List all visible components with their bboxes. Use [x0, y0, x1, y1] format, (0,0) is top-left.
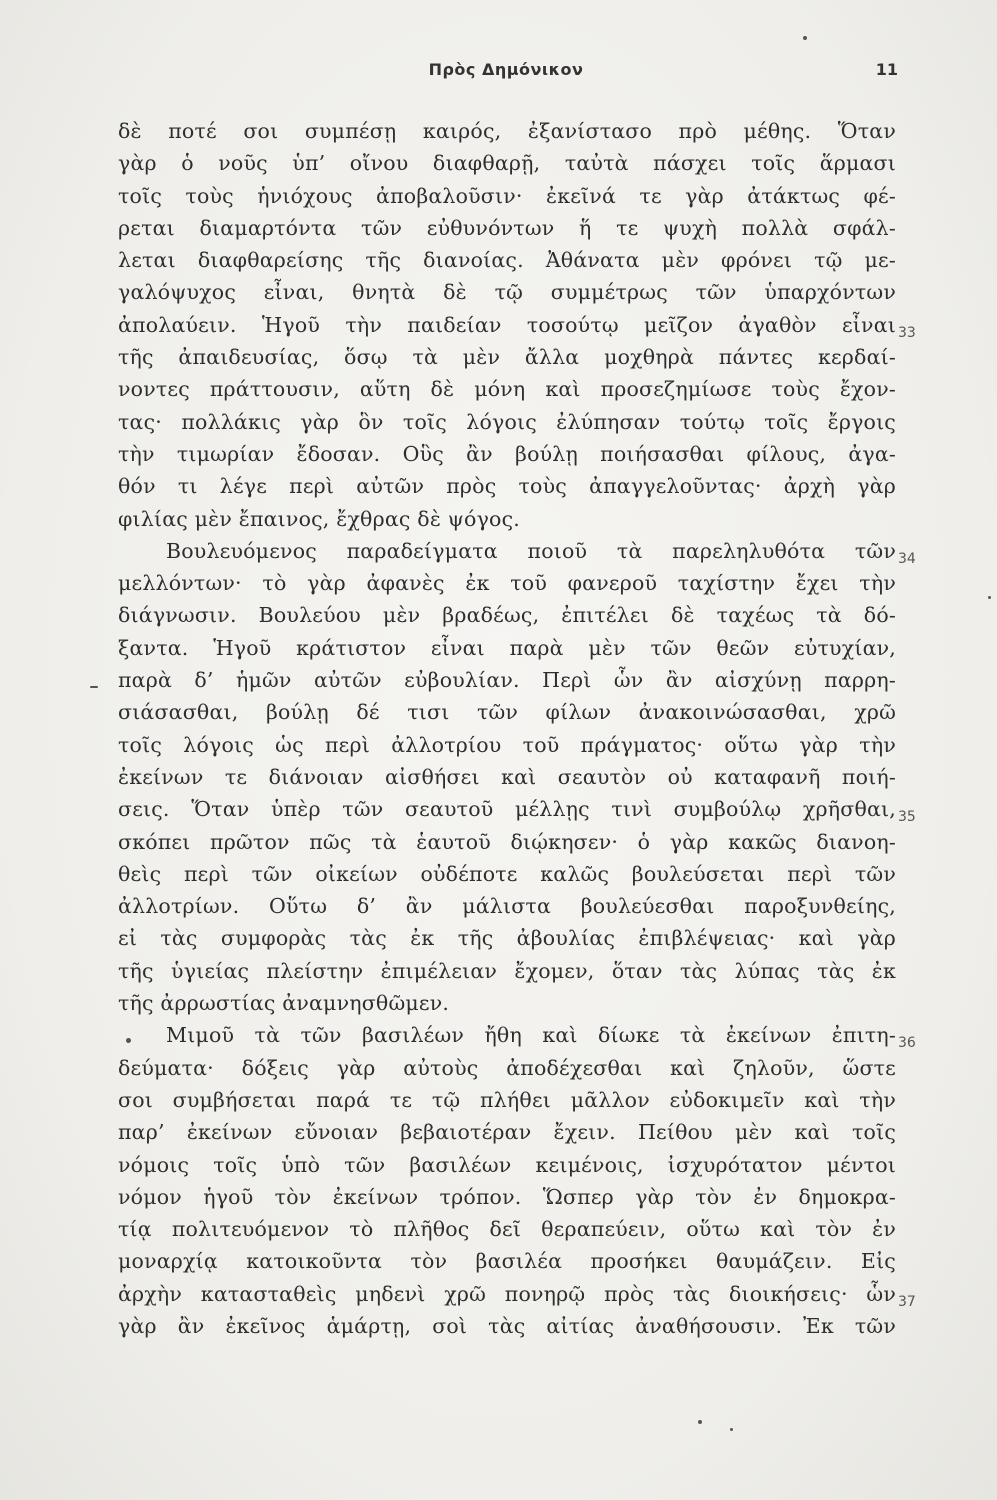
text-line: ἀρχὴν κατασταθεὶς μηδενὶ χρῶ πονηρῷ πρὸς τὰς διοικήσεις· ὧν	[118, 1281, 896, 1306]
text-line: παρὰ δ’ ἡμῶν αὐτῶν εὐβουλίαν. Περὶ ὧν ἂν αἰσχύνῃ παρρη-	[118, 668, 896, 693]
text-line: σιάσασθαι, βούλῃ δέ τισι τῶν φίλων ἀνακοινώσασθαι, χρῶ	[118, 700, 896, 725]
running-head	[120, 60, 898, 88]
text-line: Μιμοῦ τὰ τῶν βασιλέων ἤθη καὶ δίωκε τὰ ἐκείνων ἐπιτη-	[166, 1023, 896, 1048]
text-line: τοῖς λόγοις ὡς περὶ ἀλλοτρίου τοῦ πράγματος· οὕτω γὰρ τὴν	[118, 732, 896, 757]
text-line: σκόπει πρῶτον πῶς τὰ ἑαυτοῦ διῴκησεν· ὁ γὰρ κακῶς διανοη-	[118, 829, 896, 854]
body-text	[118, 115, 896, 1342]
text-line: μελλόντων· τὸ γὰρ ἀφανὲς ἐκ τοῦ φανεροῦ ταχίστην ἔχει τὴν	[118, 571, 896, 596]
text-line: θεὶς περὶ τῶν οἰκείων οὐδέποτε καλῶς βουλεύσεται περὶ τῶν	[118, 861, 896, 886]
margin-section-number: 33	[898, 325, 916, 341]
text-line: σοι συμβήσεται παρά τε τῷ πλήθει μᾶλλον εὐδοκιμεῖν καὶ τὴν	[118, 1087, 896, 1112]
page-number: 11	[875, 60, 898, 79]
margin-section-number: 36	[898, 1035, 916, 1051]
text-line: μοναρχίᾳ κατοικοῦντα τὸν βασιλέα προσήκει θαυμάζειν. Εἰς	[118, 1249, 896, 1274]
text-line: ρεται διαμαρτόντα τῶν εὐθυνόντων ἥ τε ψυχὴ πολλὰ σφάλ-	[118, 215, 896, 240]
margin-section-number: 34	[898, 551, 916, 567]
text-line: τὴν τιμωρίαν ἔδοσαν. Οὓς ἂν βούλῃ ποιήσασθαι φίλους, ἀγα-	[118, 441, 896, 466]
margin-section-number: 37	[898, 1294, 916, 1310]
text-line: δεύματα· δόξεις γὰρ αὐτοὺς ἀποδέχεσθαι καὶ ζηλοῦν, ὥστε	[118, 1055, 896, 1080]
text-line: ἀλλοτρίων. Οὕτω δ’ ἂν μάλιστα βουλεύεσθαι παροξυνθείης,	[118, 894, 896, 919]
text-line: διάγνωσιν. Βουλεύου μὲν βραδέως, ἐπιτέλει δὲ ταχέως τὰ δό-	[118, 603, 896, 628]
text-line: λεται διαφθαρείσης τῆς διανοίας. Ἀθάνατα μὲν φρόνει τῷ με-	[118, 248, 896, 273]
text-line: τῆς ὑγιείας πλείστην ἐπιμέλειαν ἔχομεν, ὅταν τὰς λύπας τὰς ἐκ	[118, 958, 896, 983]
text-line: δὲ ποτέ σοι συμπέσῃ καιρός, ἐξανίστασο πρὸ μέθης. Ὅταν	[118, 119, 896, 143]
print-speck	[698, 1420, 702, 1424]
text-line: νοντες πράττουσιν, αὕτη δὲ μόνη καὶ προσεζημίωσε τοὺς ἔχον-	[118, 377, 896, 402]
print-speck	[803, 36, 807, 40]
text-line: τῆς ἀπαιδευσίας, ὅσῳ τὰ μὲν ἄλλα μοχθηρὰ πάντες κερδαί-	[118, 345, 896, 370]
margin-section-number: 35	[898, 809, 916, 825]
print-speck	[126, 1038, 131, 1043]
text-line: τας· πολλάκις γὰρ ὃν τοῖς λόγοις ἐλύπησαν τούτῳ τοῖς ἔργοις	[118, 409, 896, 434]
text-line: φιλίας μὲν ἔπαινος, ἔχθρας δὲ ψόγος.	[118, 506, 520, 531]
text-line: ἀπολαύειν. Ἡγοῦ τὴν παιδείαν τοσούτῳ μεῖζον ἀγαθὸν εἶναι	[118, 312, 896, 337]
text-line: τῆς ἀρρωστίας ἀναμνησθῶμεν.	[118, 991, 450, 1016]
print-speck	[90, 686, 98, 688]
text-line: εἰ τὰς συμφορὰς τὰς ἐκ τῆς ἀβουλίας ἐπιβλέψειας· καὶ γὰρ	[118, 926, 896, 951]
print-speck	[730, 1428, 733, 1431]
text-line: τοῖς τοὺς ἡνιόχους ἀποβαλοῦσιν· ἐκεῖνά τε γὰρ ἀτάκτως φέ-	[118, 183, 896, 208]
print-speck	[988, 596, 991, 599]
text-line: Βουλευόμενος παραδείγματα ποιοῦ τὰ παρεληλυθότα τῶν	[166, 538, 896, 563]
text-line: ἐκείνων τε διάνοιαν αἰσθήσει καὶ σεαυτὸν οὐ καταφανῆ ποιή-	[118, 764, 896, 789]
text-line: ξαντα. Ἡγοῦ κράτιστον εἶναι παρὰ μὲν τῶν θεῶν εὐτυχίαν,	[118, 635, 896, 660]
text-line: παρ’ ἐκείνων εὔνοιαν βεβαιοτέραν ἔχειν. Πείθου μὲν καὶ τοῖς	[118, 1120, 896, 1145]
text-line: τίᾳ πολιτευόμενον τὸ πλῆθος δεῖ θεραπεύειν, οὕτω καὶ τὸν ἐν	[118, 1217, 896, 1242]
running-title: Πρὸς Δημόνικον	[428, 60, 584, 79]
text-line: γαλόψυχος εἶναι, θνητὰ δὲ τῷ συμμέτρως τῶν ὑπαρχόντων	[118, 280, 896, 305]
text-line: θόν τι λέγε περὶ αὐτῶν πρὸς τοὺς ἀπαγγελοῦντας· ἀρχὴ γὰρ	[118, 474, 896, 499]
text-line: γὰρ ἂν ἐκεῖνος ἁμάρτῃ, σοὶ τὰς αἰτίας ἀναθήσουσιν. Ἐκ τῶν	[118, 1313, 896, 1338]
text-line: νόμοις τοῖς ὑπὸ τῶν βασιλέων κειμένοις, ἰσχυρότατον μέντοι	[118, 1152, 896, 1177]
text-line: γὰρ ὁ νοῦς ὑπ’ οἴνου διαφθαρῇ, ταὐτὰ πάσχει τοῖς ἅρμασι	[118, 151, 896, 176]
text-line: νόμον ἡγοῦ τὸν ἐκείνων τρόπον. Ὥσπερ γὰρ τὸν ἐν δημοκρα-	[118, 1184, 896, 1209]
text-line: σεις. Ὅταν ὑπὲρ τῶν σεαυτοῦ μέλλῃς τινὶ συμβούλῳ χρῆσθαι,	[118, 797, 896, 822]
